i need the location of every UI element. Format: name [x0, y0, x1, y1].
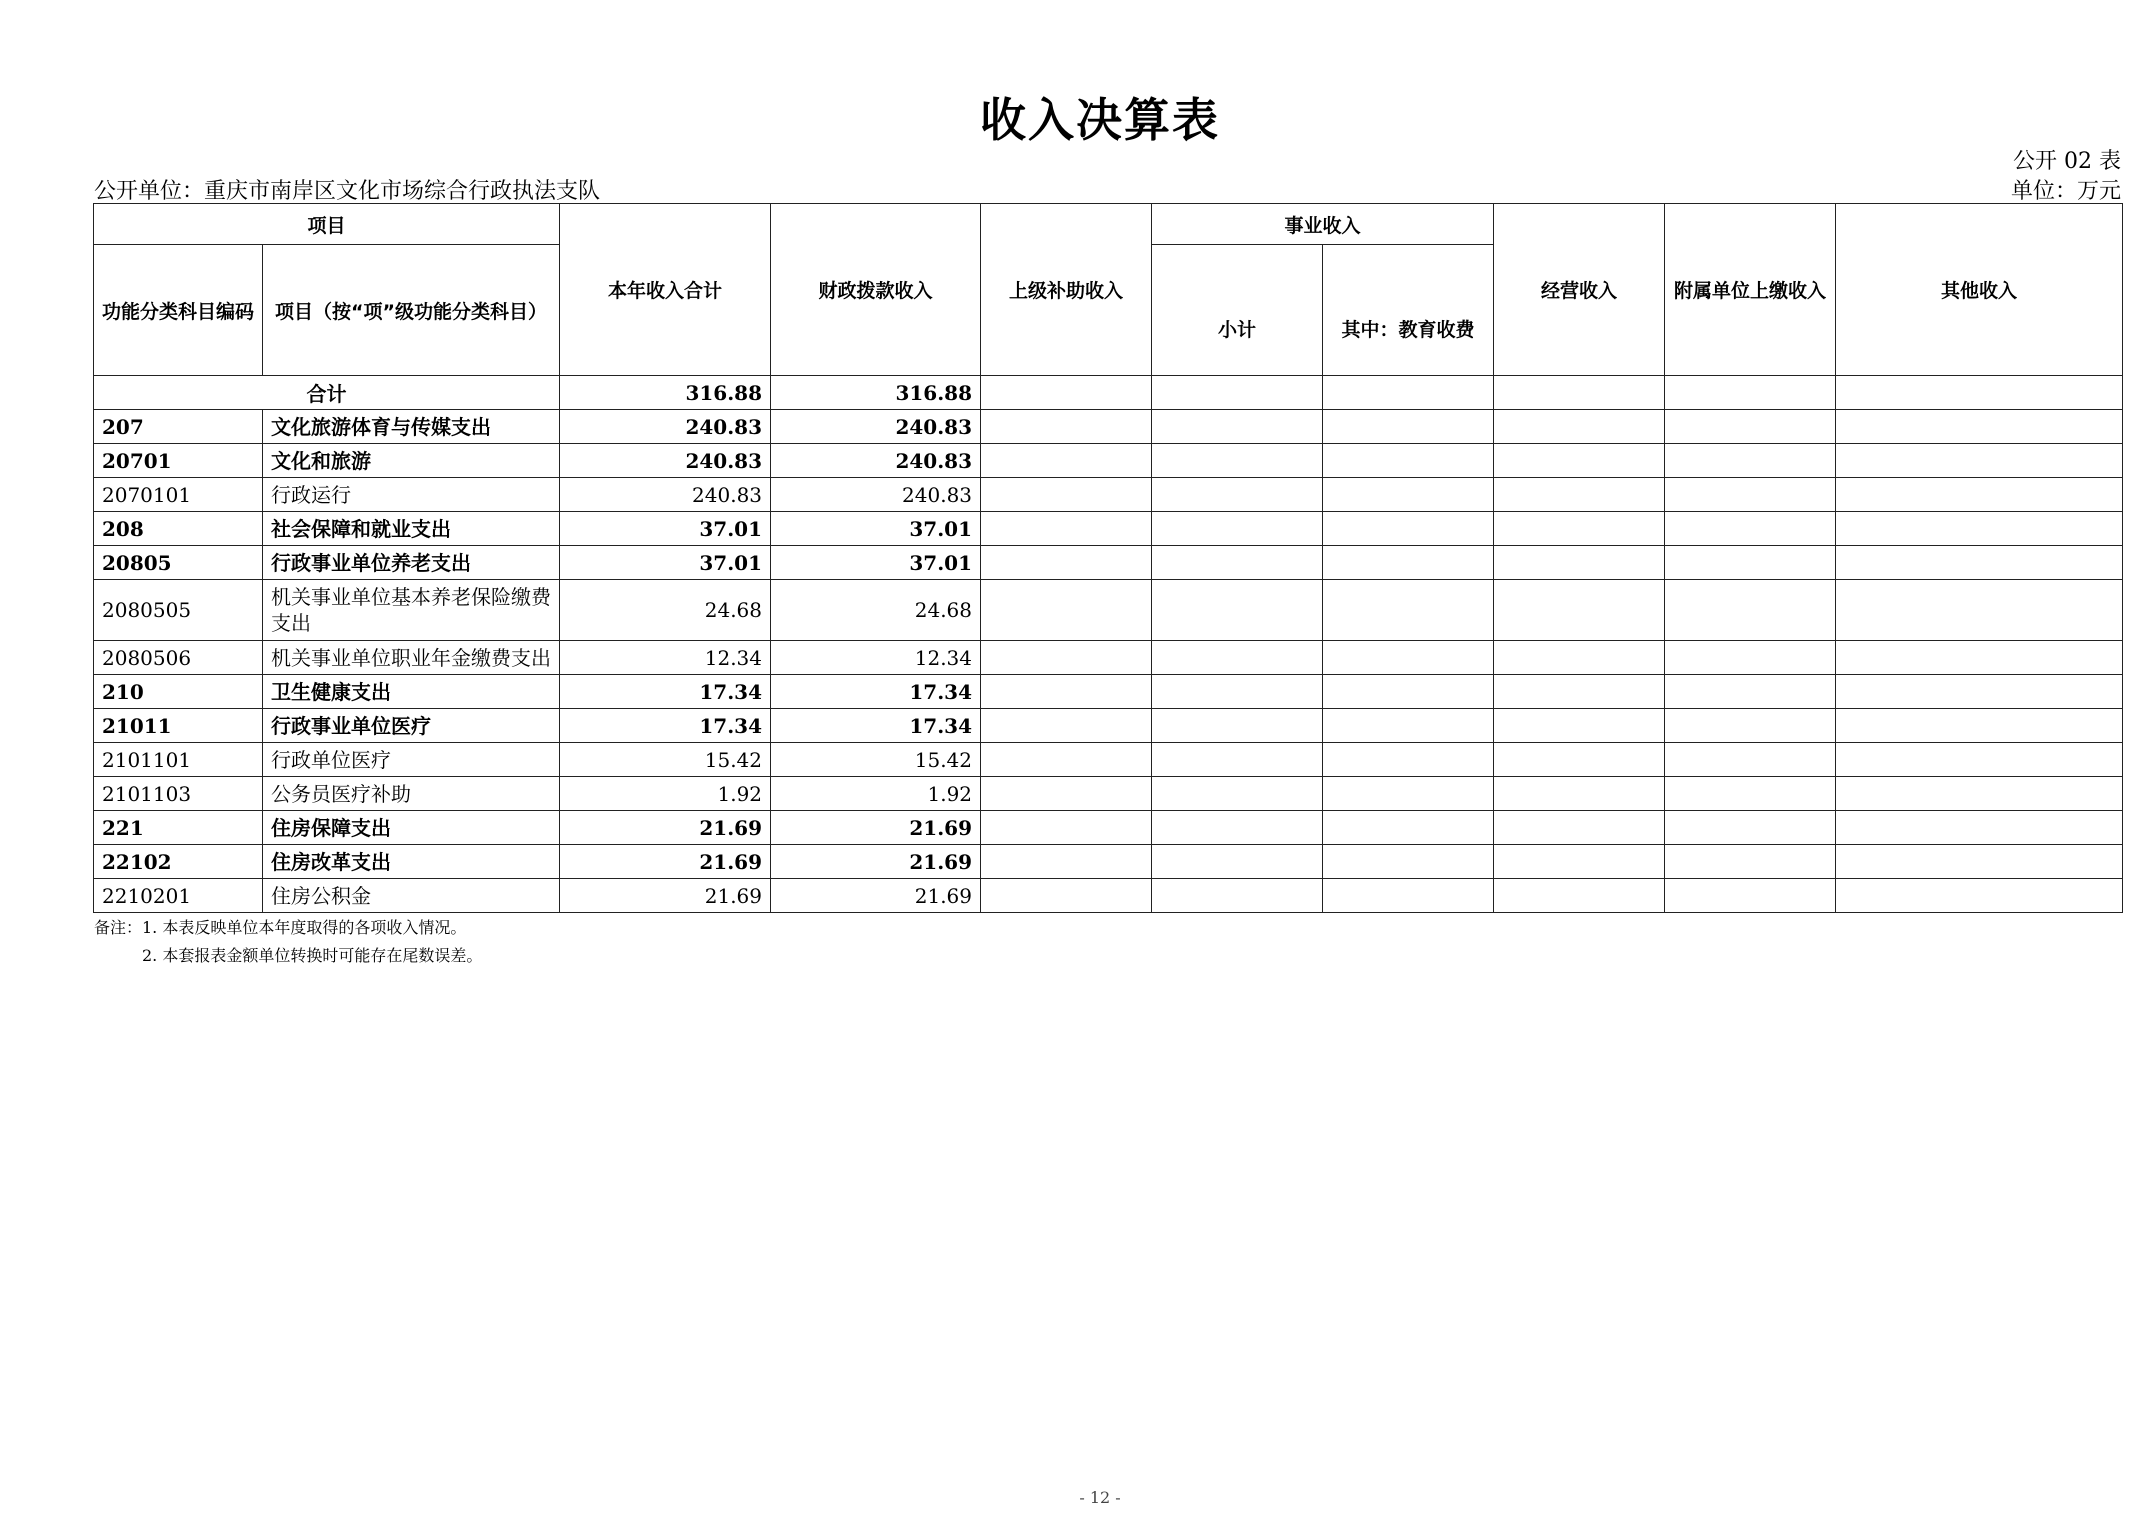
empty-cell — [1152, 444, 1323, 478]
header-fiscal-income: 财政拨款收入 — [771, 204, 981, 376]
empty-cell — [1323, 811, 1494, 845]
table-row — [94, 410, 2123, 444]
total-fiscal-value: 316.88 — [771, 376, 981, 410]
table-row — [94, 845, 2123, 879]
table-row — [94, 444, 2123, 478]
empty-cell — [1836, 845, 2123, 879]
category-code: 2080506 — [94, 641, 263, 675]
empty-cell — [1665, 777, 1836, 811]
total-income-value: 37.01 — [560, 546, 771, 580]
header-subsidy-income: 上级补助收入 — [981, 204, 1152, 376]
empty-cell — [981, 675, 1152, 709]
empty-cell — [1152, 743, 1323, 777]
fiscal-income-value: 240.83 — [771, 478, 981, 512]
empty-cell — [1494, 580, 1665, 641]
table-row — [94, 709, 2123, 743]
header-career-subtotal: 小计 — [1152, 245, 1323, 376]
empty-cell — [1323, 478, 1494, 512]
empty-cell — [1152, 580, 1323, 641]
empty-cell — [1665, 743, 1836, 777]
empty-cell — [1836, 777, 2123, 811]
header-project: 项目 — [94, 204, 560, 245]
empty-cell — [1665, 410, 1836, 444]
empty-cell — [1494, 512, 1665, 546]
category-name: 社会保障和就业支出 — [263, 512, 560, 546]
total-income-value: 15.42 — [560, 743, 771, 777]
total-row — [94, 376, 2123, 410]
total-income-value: 37.01 — [560, 512, 771, 546]
empty-cell — [1494, 709, 1665, 743]
total-income-value: 21.69 — [560, 845, 771, 879]
table-row — [94, 675, 2123, 709]
empty-cell — [1152, 512, 1323, 546]
empty-cell — [1494, 376, 1665, 410]
currency-unit: 单位：万元 — [2010, 179, 2121, 204]
fiscal-income-value: 21.69 — [771, 811, 981, 845]
total-label: 合计 — [94, 376, 560, 410]
empty-cell — [1665, 444, 1836, 478]
empty-cell — [1323, 580, 1494, 641]
empty-cell — [1152, 777, 1323, 811]
category-code: 21011 — [94, 709, 263, 743]
category-name: 机关事业单位职业年金缴费支出 — [263, 641, 560, 675]
empty-cell — [1836, 743, 2123, 777]
category-name: 行政单位医疗 — [263, 743, 560, 777]
total-income-value: 17.34 — [560, 709, 771, 743]
empty-cell — [1836, 546, 2123, 580]
fiscal-income-value: 12.34 — [771, 641, 981, 675]
category-name: 卫生健康支出 — [263, 675, 560, 709]
empty-cell — [1665, 811, 1836, 845]
empty-cell — [981, 743, 1152, 777]
category-code: 210 — [94, 675, 263, 709]
empty-cell — [981, 444, 1152, 478]
empty-cell — [1665, 709, 1836, 743]
empty-cell — [1152, 709, 1323, 743]
fiscal-income-value: 15.42 — [771, 743, 981, 777]
empty-cell — [1494, 546, 1665, 580]
fiscal-income-value: 240.83 — [771, 444, 981, 478]
category-name: 公务员医疗补助 — [263, 777, 560, 811]
empty-cell — [1152, 410, 1323, 444]
header-career-income: 事业收入 — [1152, 204, 1494, 245]
header-affiliate-income: 附属单位上缴收入 — [1665, 204, 1836, 376]
category-name: 行政事业单位医疗 — [263, 709, 560, 743]
total-income-value: 24.68 — [560, 580, 771, 641]
empty-cell — [1323, 410, 1494, 444]
empty-cell — [1323, 641, 1494, 675]
category-code: 20805 — [94, 546, 263, 580]
empty-cell — [1152, 845, 1323, 879]
page-number: - 12 - — [1079, 1488, 1121, 1507]
category-code: 208 — [94, 512, 263, 546]
header-category-code: 功能分类科目编码 — [94, 245, 263, 376]
empty-cell — [1494, 879, 1665, 913]
total-income-value: 17.34 — [560, 675, 771, 709]
empty-cell — [1836, 641, 2123, 675]
empty-cell — [981, 641, 1152, 675]
total-income-value: 21.69 — [560, 879, 771, 913]
empty-cell — [1665, 879, 1836, 913]
category-code: 2070101 — [94, 478, 263, 512]
category-code: 207 — [94, 410, 263, 444]
table-row — [94, 777, 2123, 811]
category-name: 文化和旅游 — [263, 444, 560, 478]
note-1: 备注：1. 本表反映单位本年度取得的各项收入情况。 — [94, 918, 467, 937]
empty-cell — [1665, 512, 1836, 546]
fiscal-income-value: 1.92 — [771, 777, 981, 811]
empty-cell — [981, 845, 1152, 879]
empty-cell — [981, 777, 1152, 811]
empty-cell — [981, 811, 1152, 845]
empty-cell — [1836, 879, 2123, 913]
empty-cell — [1152, 376, 1323, 410]
empty-cell — [1836, 811, 2123, 845]
empty-cell — [1323, 512, 1494, 546]
total-income-value: 240.83 — [560, 478, 771, 512]
empty-cell — [1665, 546, 1836, 580]
empty-cell — [1494, 478, 1665, 512]
empty-cell — [1494, 444, 1665, 478]
empty-cell — [981, 478, 1152, 512]
category-code: 221 — [94, 811, 263, 845]
empty-cell — [1494, 777, 1665, 811]
notes — [94, 914, 482, 970]
empty-cell — [1494, 641, 1665, 675]
category-code: 2080505 — [94, 580, 263, 641]
table-row — [94, 512, 2123, 546]
category-name: 住房保障支出 — [263, 811, 560, 845]
fiscal-income-value: 24.68 — [771, 580, 981, 641]
category-name: 住房改革支出 — [263, 845, 560, 879]
empty-cell — [1836, 675, 2123, 709]
empty-cell — [1323, 777, 1494, 811]
empty-cell — [1323, 845, 1494, 879]
empty-cell — [981, 546, 1152, 580]
empty-cell — [1323, 675, 1494, 709]
category-name: 行政运行 — [263, 478, 560, 512]
empty-cell — [1836, 376, 2123, 410]
category-name: 行政事业单位养老支出 — [263, 546, 560, 580]
empty-cell — [1152, 879, 1323, 913]
empty-cell — [981, 376, 1152, 410]
empty-cell — [981, 580, 1152, 641]
empty-cell — [1665, 580, 1836, 641]
table-row — [94, 811, 2123, 845]
empty-cell — [1152, 546, 1323, 580]
empty-cell — [1152, 478, 1323, 512]
category-name: 住房公积金 — [263, 879, 560, 913]
fiscal-income-value: 17.34 — [771, 709, 981, 743]
category-code: 2210201 — [94, 879, 263, 913]
empty-cell — [1152, 641, 1323, 675]
empty-cell — [1323, 444, 1494, 478]
empty-cell — [1323, 376, 1494, 410]
reporting-unit: 公开单位：重庆市南岸区文化市场综合行政执法支队 — [94, 179, 601, 204]
header-total-income: 本年收入合计 — [560, 204, 771, 376]
income-report-table — [93, 203, 2123, 913]
empty-cell — [1494, 743, 1665, 777]
table-row — [94, 546, 2123, 580]
empty-cell — [1323, 709, 1494, 743]
empty-cell — [1494, 845, 1665, 879]
header-business-income: 经营收入 — [1494, 204, 1665, 376]
empty-cell — [1665, 641, 1836, 675]
table-row — [94, 478, 2123, 512]
fiscal-income-value: 17.34 — [771, 675, 981, 709]
table-row — [94, 580, 2123, 641]
empty-cell — [1836, 444, 2123, 478]
empty-cell — [1152, 675, 1323, 709]
empty-cell — [1836, 580, 2123, 641]
total-income-value: 316.88 — [560, 376, 771, 410]
empty-cell — [1494, 811, 1665, 845]
empty-cell — [1665, 675, 1836, 709]
category-code: 22102 — [94, 845, 263, 879]
empty-cell — [1494, 410, 1665, 444]
category-code: 2101101 — [94, 743, 263, 777]
empty-cell — [981, 709, 1152, 743]
empty-cell — [1665, 376, 1836, 410]
table-row — [94, 641, 2123, 675]
total-income-value: 240.83 — [560, 410, 771, 444]
table-row — [94, 879, 2123, 913]
empty-cell — [1836, 410, 2123, 444]
empty-cell — [1665, 845, 1836, 879]
empty-cell — [1152, 811, 1323, 845]
table-row — [94, 743, 2123, 777]
header-category-name: 项目（按“项”级功能分类科目） — [263, 245, 560, 376]
header-other-income: 其他收入 — [1836, 204, 2123, 376]
empty-cell — [981, 410, 1152, 444]
fiscal-income-value: 21.69 — [771, 879, 981, 913]
empty-cell — [1323, 546, 1494, 580]
total-income-value: 12.34 — [560, 641, 771, 675]
empty-cell — [981, 512, 1152, 546]
category-code: 2101103 — [94, 777, 263, 811]
fiscal-income-value: 240.83 — [771, 410, 981, 444]
fiscal-income-value: 21.69 — [771, 845, 981, 879]
empty-cell — [1836, 478, 2123, 512]
empty-cell — [981, 879, 1152, 913]
empty-cell — [1665, 478, 1836, 512]
page-title: 收入决算表 — [980, 93, 1220, 147]
header-career-education: 其中：教育收费 — [1323, 245, 1494, 376]
empty-cell — [1494, 675, 1665, 709]
form-number: 公开 02 表 — [2013, 149, 2121, 174]
total-income-value: 21.69 — [560, 811, 771, 845]
empty-cell — [1323, 743, 1494, 777]
empty-cell — [1836, 512, 2123, 546]
note-2: 2. 本套报表金额单位转换时可能存在尾数误差。 — [142, 946, 483, 965]
empty-cell — [1836, 709, 2123, 743]
total-income-value: 240.83 — [560, 444, 771, 478]
total-income-value: 1.92 — [560, 777, 771, 811]
category-name: 机关事业单位基本养老保险缴费支出 — [263, 580, 560, 641]
category-name: 文化旅游体育与传媒支出 — [263, 410, 560, 444]
fiscal-income-value: 37.01 — [771, 546, 981, 580]
fiscal-income-value: 37.01 — [771, 512, 981, 546]
category-code: 20701 — [94, 444, 263, 478]
empty-cell — [1323, 879, 1494, 913]
